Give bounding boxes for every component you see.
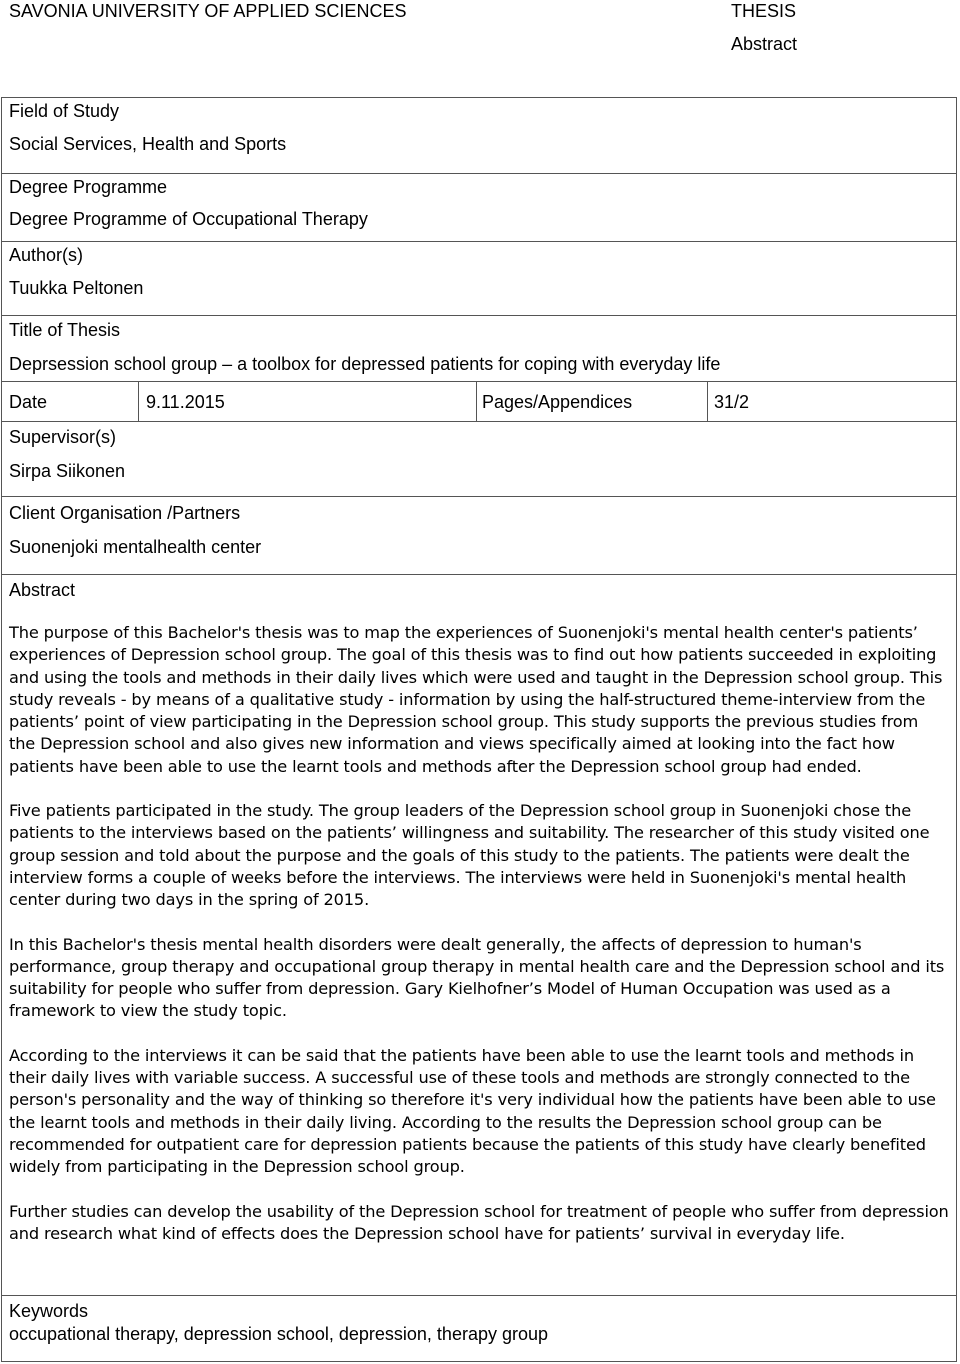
field-of-study-label: Field of Study: [9, 101, 120, 121]
document-type: THESIS: [731, 1, 797, 21]
abstract-label: Abstract: [9, 580, 76, 600]
field-of-study-row: [2, 98, 956, 173]
authors-label: Author(s): [9, 245, 84, 265]
keywords-row: [2, 1295, 956, 1363]
title-label: Title of Thesis: [9, 320, 121, 340]
keywords-value: occupational therapy, depression school, depression, therapy group: [9, 1324, 549, 1344]
document-subtype: Abstract: [731, 34, 798, 54]
client-label: Client Organisation /Partners: [9, 503, 241, 523]
authors-row: [2, 241, 956, 315]
abstract-paragraph: The purpose of this Bachelor's thesis was to map the experiences of Suonenjoki's mental health center's patients’ experiences of Depression school group. The goal of this thesis was to find out how patients succeeded in exploiting and using the tools and methods in their daily lives which were used and taught in the Depression school group. This study reveals - by means of a qualitative study - information by using the half-structured theme-interview from the patients’ point of view participating in the Depression school group. This study supports the previous studies from the Depression school and also gives new information and views specifically aimed at looking into the fact how patients have been able to use the learnt tools and methods after the Depression school group had ended.: [9, 623, 943, 776]
supervisors-row: [2, 421, 956, 496]
title-row: [2, 315, 956, 381]
thesis-abstract-form: [1, 97, 957, 1362]
degree-programme-row: [2, 173, 956, 241]
field-of-study-value: Social Services, Health and Sports: [9, 134, 287, 154]
supervisors-label: Supervisor(s): [9, 427, 117, 447]
date-value: 9.11.2015: [146, 392, 225, 412]
date-divider: [138, 382, 139, 421]
degree-programme-value: Degree Programme of Occupational Therapy: [9, 209, 368, 229]
date-row: [2, 381, 956, 421]
title-value: Deprsession school group – a toolbox for depressed patients for coping with everyday life: [9, 354, 721, 374]
abstract-text: [9, 622, 949, 1267]
client-value: Suonenjoki mentalhealth center: [9, 537, 262, 557]
pages-label: Pages/Appendices: [482, 392, 633, 412]
abstract-paragraph: Further studies can develop the usability of the Depression school for treatment of people who suffer from depression and research what kind of effects does the Depression school have for patients’ survival in everyday life.: [9, 1201, 949, 1243]
supervisors-value: Sirpa Siikonen: [9, 461, 126, 481]
abstract-paragraph: In this Bachelor's thesis mental health disorders were dealt generally, the affects of depression to human's performance, group therapy and occupational group therapy in mental health care and the Depression school and its suitability for people who suffer from depression. Gary Kielhofner’s Model of Human Occupation was used as a framework to view the study topic.: [9, 934, 945, 1021]
abstract-paragraph: Five patients participated in the study. The group leaders of the Depression school group in Suonenjoki chose the patients to the interviews based on the patients’ willingness and suitability. The researcher of this study visited one group session and told about the purpose and the goals of this study to the patients. The patients were dealt the interview forms a couple of weeks before the interviews. The interviews were held in Suonenjoki's mental health center during two days in the spring of 2015.: [9, 801, 930, 910]
pages-value: 31/2: [714, 392, 750, 412]
degree-programme-label: Degree Programme: [9, 177, 168, 197]
pages-divider: [476, 382, 477, 421]
keywords-label: Keywords: [9, 1301, 89, 1321]
date-label: Date: [9, 392, 48, 412]
document-header: [0, 0, 960, 90]
university-name: SAVONIA UNIVERSITY OF APPLIED SCIENCES: [9, 1, 407, 21]
abstract-paragraph: According to the interviews it can be said that the patients have been able to use the learnt tools and methods in their daily lives with variable success. A successful use of these tools and methods are strongly connected to the person's personality and the way of thinking so therefore it's very individual how the patients have been able to use the learnt tools and methods in their daily living. According to the results the Depression school group can be recommended for outpatient care for depression patients because the patients of this study have clearly benefited widely from participating in the Depression school group.: [9, 1045, 936, 1177]
client-row: [2, 496, 956, 574]
authors-value: Tuukka Peltonen: [9, 278, 144, 298]
pages-value-divider: [707, 382, 708, 421]
